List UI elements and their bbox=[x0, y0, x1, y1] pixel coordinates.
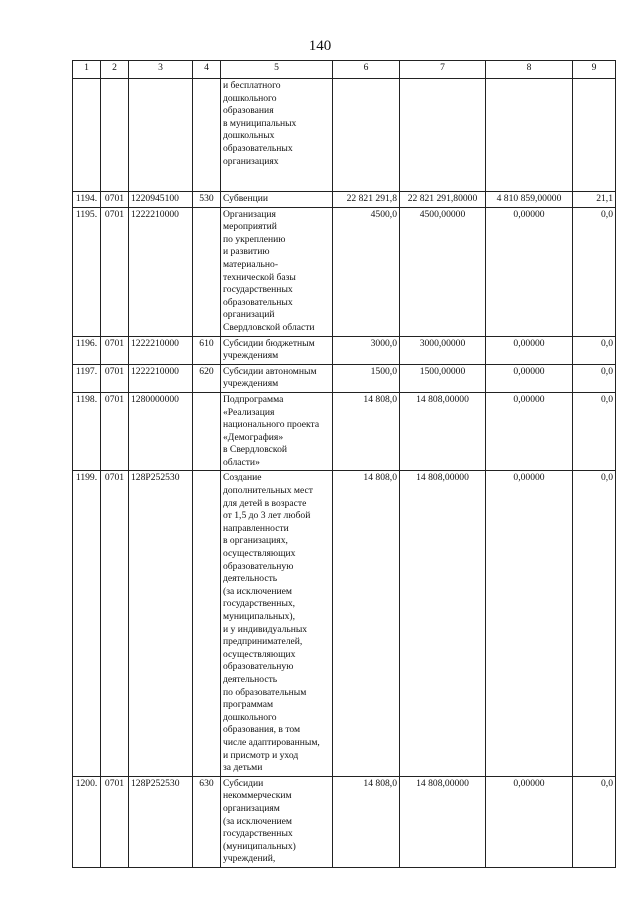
item-name: Субсидии бюджетным учреждениям bbox=[221, 336, 333, 364]
amount-col7: 4500,00000 bbox=[400, 207, 486, 336]
header-cell: 2 bbox=[101, 61, 129, 79]
amount-col8: 0,00000 bbox=[486, 336, 573, 364]
amount-col8: 0,00000 bbox=[486, 392, 573, 471]
header-cell: 5 bbox=[221, 61, 333, 79]
section-code bbox=[101, 79, 129, 192]
amount-col6: 3000,0 bbox=[333, 336, 400, 364]
item-name: Подпрограмма «Реализация национального проекта «Демография» в Свердловской области» bbox=[221, 392, 333, 471]
item-name: Организация мероприятий по укреплению и развитию материально- технической базы государственных образовательных организаций Свердловской области bbox=[221, 207, 333, 336]
header-cell: 6 bbox=[333, 61, 400, 79]
percent-col9: 0,0 bbox=[573, 776, 616, 867]
item-name: и бесплатного дошкольного образования в муниципальных дошкольных образовательных организациях bbox=[221, 79, 333, 192]
page-number: 140 bbox=[308, 38, 332, 54]
row-number bbox=[73, 79, 101, 192]
amount-col8 bbox=[486, 79, 573, 192]
amount-col7: 14 808,00000 bbox=[400, 471, 486, 776]
section-code: 0701 bbox=[101, 776, 129, 867]
section-code: 0701 bbox=[101, 336, 129, 364]
header-cell: 8 bbox=[486, 61, 573, 79]
amount-col8: 0,00000 bbox=[486, 471, 573, 776]
expense-type-code: 530 bbox=[193, 192, 221, 208]
target-code: 1220945100 bbox=[129, 192, 193, 208]
section-code: 0701 bbox=[101, 207, 129, 336]
amount-col6: 22 821 291,8 bbox=[333, 192, 400, 208]
header-cell: 3 bbox=[129, 61, 193, 79]
section-code: 0701 bbox=[101, 364, 129, 392]
item-name: Субсидии некоммерческим организациям (за исключением государственных (муниципальных) учреждений, bbox=[221, 776, 333, 867]
header-cell: 9 bbox=[573, 61, 616, 79]
amount-col8: 0,00000 bbox=[486, 776, 573, 867]
item-name: Субсидии автономным учреждениям bbox=[221, 364, 333, 392]
item-name: Создание дополнительных мест для детей в возрасте от 1,5 до 3 лет любой направленности в организациях, осуществляющих образовательную деятельность (за исключением государственных, муниципальных), и у индивидуальных предпринимателей, осуществляющих образовательную деятельность по образовательным программам дошкольного образования, в том числе адаптированным, и присмотр и уход за детьми bbox=[221, 471, 333, 776]
amount-col6: 1500,0 bbox=[333, 364, 400, 392]
expense-type-code: 620 bbox=[193, 364, 221, 392]
amount-col6: 14 808,0 bbox=[333, 471, 400, 776]
amount-col7 bbox=[400, 79, 486, 192]
target-code: 128P252530 bbox=[129, 471, 193, 776]
amount-col6: 4500,0 bbox=[333, 207, 400, 336]
expense-type-code: 610 bbox=[193, 336, 221, 364]
amount-col6 bbox=[333, 79, 400, 192]
percent-col9: 21,1 bbox=[573, 192, 616, 208]
row-number: 1199. bbox=[73, 471, 101, 776]
expense-type-code bbox=[193, 392, 221, 471]
amount-col6: 14 808,0 bbox=[333, 392, 400, 471]
amount-col7: 3000,00000 bbox=[400, 336, 486, 364]
amount-col8: 0,00000 bbox=[486, 207, 573, 336]
target-code bbox=[129, 79, 193, 192]
target-code: 128P252530 bbox=[129, 776, 193, 867]
row-number: 1200. bbox=[73, 776, 101, 867]
percent-col9 bbox=[573, 79, 616, 192]
expense-type-code bbox=[193, 471, 221, 776]
table-row bbox=[73, 207, 616, 336]
table-row bbox=[73, 776, 616, 867]
table-row bbox=[73, 364, 616, 392]
expense-type-code: 630 bbox=[193, 776, 221, 867]
target-code: 1222210000 bbox=[129, 207, 193, 336]
row-number: 1198. bbox=[73, 392, 101, 471]
table-row bbox=[73, 392, 616, 471]
amount-col7: 22 821 291,80000 bbox=[400, 192, 486, 208]
expense-type-code bbox=[193, 79, 221, 192]
percent-col9: 0,0 bbox=[573, 392, 616, 471]
target-code: 1222210000 bbox=[129, 336, 193, 364]
header-cell: 4 bbox=[193, 61, 221, 79]
header-row bbox=[73, 61, 616, 79]
amount-col8: 4 810 859,00000 bbox=[486, 192, 573, 208]
table-row bbox=[73, 79, 616, 192]
amount-col7: 14 808,00000 bbox=[400, 392, 486, 471]
table-row bbox=[73, 336, 616, 364]
amount-col8: 0,00000 bbox=[486, 364, 573, 392]
target-code: 1222210000 bbox=[129, 364, 193, 392]
amount-col7: 14 808,00000 bbox=[400, 776, 486, 867]
percent-col9: 0,0 bbox=[573, 471, 616, 776]
amount-col6: 14 808,0 bbox=[333, 776, 400, 867]
row-number: 1196. bbox=[73, 336, 101, 364]
header-cell: 1 bbox=[73, 61, 101, 79]
item-name: Субвенции bbox=[221, 192, 333, 208]
section-code: 0701 bbox=[101, 392, 129, 471]
expense-type-code bbox=[193, 207, 221, 336]
table-row bbox=[73, 471, 616, 776]
percent-col9: 0,0 bbox=[573, 364, 616, 392]
amount-col7: 1500,00000 bbox=[400, 364, 486, 392]
percent-col9: 0,0 bbox=[573, 336, 616, 364]
budget-table bbox=[72, 60, 616, 868]
header-cell: 7 bbox=[400, 61, 486, 79]
percent-col9: 0,0 bbox=[573, 207, 616, 336]
row-number: 1197. bbox=[73, 364, 101, 392]
row-number: 1195. bbox=[73, 207, 101, 336]
section-code: 0701 bbox=[101, 192, 129, 208]
section-code: 0701 bbox=[101, 471, 129, 776]
table-row bbox=[73, 192, 616, 208]
target-code: 1280000000 bbox=[129, 392, 193, 471]
row-number: 1194. bbox=[73, 192, 101, 208]
